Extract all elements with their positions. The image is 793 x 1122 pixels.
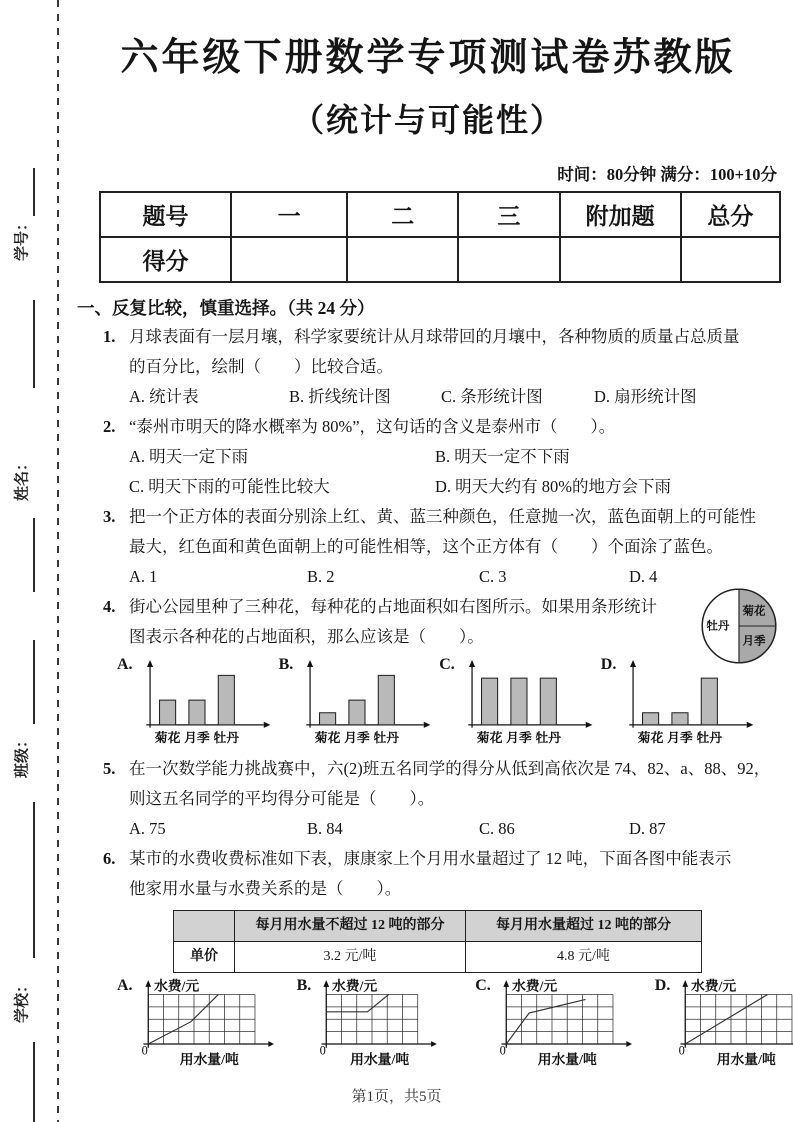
score-cell — [560, 237, 681, 282]
q6-option-chart-c — [473, 977, 653, 1071]
question-6 — [103, 844, 781, 1071]
q1-option-d: D. 扇形统计图 — [594, 387, 697, 406]
question-1-number: 1. — [103, 327, 116, 346]
svg-text:月季: 月季 — [344, 730, 370, 745]
q6-option-chart-a — [115, 977, 295, 1071]
flower-area-pie-chart — [693, 580, 785, 672]
q6-option-charts — [115, 977, 781, 1071]
fee-value-2: 4.8 元/吨 — [466, 942, 702, 973]
q4-option-chart-b — [277, 656, 438, 752]
dashed-cut-line — [57, 0, 59, 1122]
class-label: 班级： — [14, 733, 31, 779]
svg-text:水费/元: 水费/元 — [511, 978, 557, 994]
q5-option-d: D. 87 — [629, 819, 666, 838]
svg-text:用水量/吨: 用水量/吨 — [717, 1052, 777, 1068]
question-4-text-line1: 街心公园里种了三种花，每种花的占地面积如右图所示。如果用条形统计 — [129, 597, 657, 616]
q2-option-d: D. 明天大约有 80%的地方会下雨 — [435, 477, 672, 496]
question-1-text-line1: 月球表面有一层月壤，科学家要统计从月球带回的月壤中，各种物质的质量占总质量 — [129, 327, 740, 346]
question-3 — [103, 502, 781, 592]
svg-text:0: 0 — [319, 1043, 326, 1058]
q4-chart-b-letter: B. — [278, 656, 294, 673]
fee-table-price-row — [174, 942, 702, 973]
q4-option-chart-c — [437, 656, 599, 752]
question-3-number: 3. — [103, 507, 116, 526]
score-table-header-row — [100, 192, 780, 237]
student-id-blank-line — [33, 168, 35, 216]
line-chart-c-svg — [491, 977, 653, 1071]
q1-option-a: A. 统计表 — [129, 387, 199, 406]
question-4 — [103, 592, 781, 752]
q6-chart-d-letter: D. — [654, 977, 671, 994]
svg-text:月季: 月季 — [667, 730, 694, 745]
q5-option-a: A. 75 — [129, 819, 166, 838]
blank-line — [33, 518, 35, 592]
student-id-label: 学号： — [14, 216, 31, 262]
header-bonus: 附加题 — [560, 192, 681, 237]
q6-chart-a-letter: A. — [117, 977, 133, 994]
svg-text:0: 0 — [141, 1043, 148, 1058]
q4-chart-c-letter: C. — [439, 656, 455, 673]
q4-chart-d-letter: D. — [600, 656, 617, 673]
paper-title: 六年级下册数学专项测试卷苏教版 — [120, 37, 736, 79]
question-4-text-line2: 图表示各种花的占地面积，那么应该是（ ）。 — [129, 627, 484, 646]
question-5 — [103, 754, 781, 844]
svg-text:牡丹: 牡丹 — [706, 620, 730, 633]
blank-line — [33, 802, 35, 958]
question-3-text-line1: 把一个正方体的表面分别涂上红、黄、蓝三种颜色，任意抛一次，蓝色面朝上的可能性 — [129, 507, 756, 526]
svg-text:牡丹: 牡丹 — [373, 730, 400, 745]
header-part-3: 三 — [458, 192, 559, 237]
svg-text:菊花: 菊花 — [315, 730, 341, 745]
fee-col-header-2: 每月用水量超过 12 吨的部分 — [466, 911, 702, 942]
paper-subtitle: （统计与可能性） — [291, 102, 564, 138]
svg-text:0: 0 — [499, 1043, 506, 1058]
svg-text:水费/元: 水费/元 — [153, 978, 199, 994]
question-5-text-line2: 则这五名同学的平均得分可能是（ ）。 — [129, 789, 435, 808]
score-table-score-row — [100, 237, 780, 282]
svg-text:月季: 月季 — [505, 730, 532, 745]
q5-option-b: B. 84 — [307, 819, 343, 838]
score-row-label: 得分 — [100, 237, 231, 282]
header-part-2: 二 — [347, 192, 458, 237]
question-2-text: “泰州市明天的降水概率为 80%”，这句话的含义是泰州市（ ）。 — [129, 417, 616, 436]
bar-chart-a-svg — [133, 656, 277, 752]
score-cell — [231, 237, 347, 282]
q3-option-b: B. 2 — [307, 567, 335, 586]
time-and-score-info: 时间：80分钟 满分：100+10分 — [557, 165, 777, 184]
question-2 — [103, 412, 781, 502]
line-chart-a-svg — [133, 977, 295, 1071]
section-1-heading: 一、反复比较，慎重选择。（共 24 分） — [77, 298, 375, 318]
svg-text:0: 0 — [678, 1043, 686, 1058]
student-name-label: 姓名： — [14, 456, 31, 502]
q6-option-chart-b — [295, 977, 474, 1071]
fee-table-header-row — [174, 911, 702, 942]
svg-text:用水量/吨: 用水量/吨 — [350, 1052, 410, 1068]
question-list — [103, 322, 781, 1071]
svg-text:牡丹: 牡丹 — [213, 730, 239, 745]
blank-line — [33, 1042, 35, 1122]
header-total: 总分 — [681, 192, 780, 237]
svg-text:菊花: 菊花 — [154, 730, 180, 745]
q2-option-c: C. 明天下雨的可能性比较大 — [129, 477, 330, 496]
fee-corner-cell — [174, 911, 235, 942]
question-5-number: 5. — [103, 759, 116, 778]
question-6-number: 6. — [103, 849, 116, 868]
question-1 — [103, 322, 781, 412]
svg-text:用水量/吨: 用水量/吨 — [537, 1052, 597, 1068]
q3-option-d: D. 4 — [629, 567, 658, 586]
header-part-1: 一 — [231, 192, 347, 237]
svg-text:月季: 月季 — [183, 730, 210, 745]
q1-option-b: B. 折线统计图 — [289, 387, 391, 406]
q5-option-c: C. 86 — [479, 819, 515, 838]
score-cell — [458, 237, 559, 282]
svg-text:用水量/吨: 用水量/吨 — [179, 1052, 239, 1068]
q1-option-c: C. 条形统计图 — [441, 387, 543, 406]
line-chart-b-svg — [311, 977, 473, 1071]
bar-chart-c-svg — [455, 656, 599, 752]
q3-option-c: C. 3 — [479, 567, 507, 586]
svg-text:牡丹: 牡丹 — [535, 730, 561, 745]
score-summary-table — [99, 191, 781, 283]
question-1-text-line2: 的百分比，绘制（ ）比较合适。 — [129, 357, 393, 376]
svg-text:菊花: 菊花 — [476, 730, 503, 745]
score-cell — [681, 237, 780, 282]
question-2-number: 2. — [103, 417, 116, 436]
question-4-number: 4. — [103, 597, 116, 616]
question-6-text-line2: 他家用水量与水费关系的是（ ）。 — [129, 879, 402, 898]
fee-value-1: 3.2 元/吨 — [235, 942, 466, 973]
question-5-text-line1: 在一次数学能力挑战赛中，六(2)班五名同学的得分从低到高依次是 74、82、a、88、92， — [129, 759, 771, 778]
question-3-text-line2: 最大，红色面和黄色面朝上的可能性相等，这个正方体有（ ）个面涂了蓝色。 — [129, 537, 723, 556]
blank-line — [33, 300, 35, 388]
fee-col-header-1: 每月用水量不超过 12 吨的部分 — [235, 911, 466, 942]
q4-option-charts — [115, 656, 781, 752]
school-label: 学校： — [14, 978, 31, 1024]
score-cell — [347, 237, 458, 282]
bar-chart-b-svg — [293, 656, 437, 752]
q3-option-a: A. 1 — [129, 567, 158, 586]
page-footer: 第1页，共5页 — [351, 1089, 442, 1105]
svg-text:牡丹: 牡丹 — [696, 730, 723, 745]
svg-text:菊花: 菊花 — [742, 605, 766, 618]
header-question-number: 题号 — [100, 192, 231, 237]
q6-option-chart-d — [653, 977, 793, 1071]
svg-text:水费/元: 水费/元 — [691, 978, 737, 994]
question-6-text-line1: 某市的水费收费标准如下表，康康家上个月用水量超过了 12 吨，下面各图中能表示 — [129, 849, 732, 868]
svg-text:菊花: 菊花 — [638, 730, 664, 745]
svg-text:月季: 月季 — [742, 635, 766, 648]
paper-main-column — [75, 0, 781, 1073]
q4-option-chart-a — [115, 656, 277, 752]
fee-row-label: 单价 — [174, 942, 235, 973]
q6-chart-b-letter: B. — [296, 977, 312, 994]
q2-option-b: B. 明天一定不下雨 — [435, 447, 570, 466]
q2-option-a: A. 明天一定下雨 — [129, 447, 249, 466]
q6-chart-c-letter: C. — [475, 977, 491, 994]
line-chart-d-svg — [670, 977, 793, 1071]
q4-chart-a-letter: A. — [117, 656, 133, 673]
pie-chart-svg — [693, 580, 785, 672]
water-fee-table — [173, 910, 702, 973]
svg-text:水费/元: 水费/元 — [332, 978, 378, 994]
blank-line — [33, 640, 35, 724]
